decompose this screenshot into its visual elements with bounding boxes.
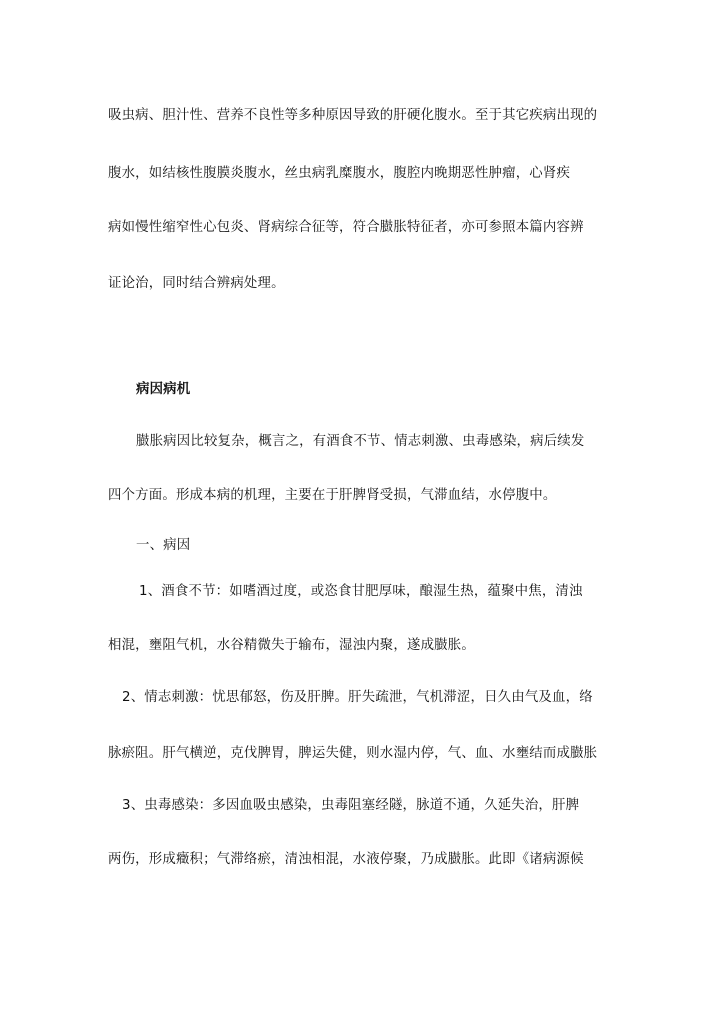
cause-line: 相混，壅阻气机，水谷精微失于输布，湿浊内聚，遂成臌胀。 [108, 638, 475, 653]
paragraph-line: 四个方面。形成本病的机理，主要在于肝脾肾受损，气滞血结，水停腹中。 [108, 488, 557, 503]
paragraph-line: 吸虫病、胆汁性、营养不良性等多种原因导致的肝硬化腹水。至于其它疾病出现的 [108, 108, 598, 123]
section-title: 病因病机 [136, 382, 191, 397]
cause-line: 3、虫毒感染：多因血吸虫感染，虫毒阻塞经隧，脉道不通，久延失治，肝脾 [122, 798, 580, 813]
paragraph-line: 臌胀病因比较复杂，概言之，有酒食不节、情志刺激、虫毒感染，病后续发 [136, 434, 585, 449]
cause-line: 两伤，形成癥积；气滞络瘀，清浊相混，水液停聚，乃成臌胀。此即《诸病源候 [108, 852, 584, 867]
cause-line: 2、情志刺激：忧思郁怒，伤及肝脾。肝失疏泄，气机滞涩，日久由气及血，络 [122, 690, 593, 705]
paragraph-line: 病如慢性缩窄性心包炎、肾病综合征等，符合臌胀特征者，亦可参照本篇内容辨 [108, 220, 584, 235]
cause-line: 1、酒食不节：如嗜酒过度，或恣食甘肥厚味，酿湿生热，蕴聚中焦，清浊 [139, 584, 583, 599]
subsection-title: 一、病因 [136, 538, 191, 553]
paragraph-line: 证论治，同时结合辨病处理。 [108, 276, 285, 291]
cause-line: 脉瘀阻。肝气横逆，克伐脾胃，脾运失健，则水湿内停，气、血、水壅结而成臌胀 [108, 746, 598, 761]
paragraph-line: 腹水，如结核性腹膜炎腹水，丝虫病乳糜腹水，腹腔内晚期恶性肿瘤，心肾疾 [108, 166, 571, 181]
